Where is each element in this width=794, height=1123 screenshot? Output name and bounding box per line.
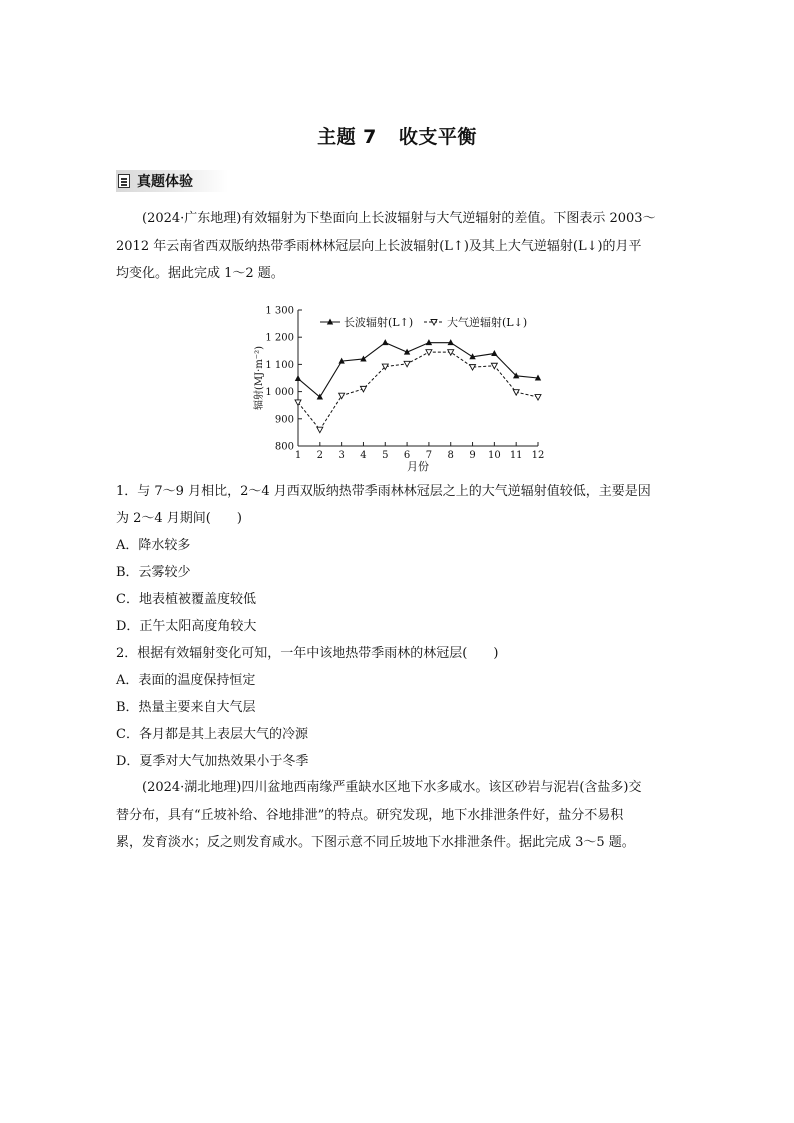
x-tick-label: 4 <box>360 450 367 461</box>
x-tick-label: 5 <box>382 450 389 461</box>
x-tick-label: 3 <box>338 450 345 461</box>
section-header <box>116 170 193 192</box>
q1-option-b: B．云雾较少 <box>116 565 191 580</box>
series-longwave-line <box>298 343 538 397</box>
x-tick-label: 10 <box>487 450 501 461</box>
intro-paragraph-1 <box>116 205 682 288</box>
q2-option-c: C．各月都是其上表层大气的冷源 <box>116 727 308 742</box>
q2-option-a: A．表面的温度保持恒定 <box>116 673 256 688</box>
x-tick-label: 8 <box>447 450 454 461</box>
intro2-line1: (2024·湖北地理)四川盆地西南缘严重缺水区地下水多咸水。该区砂岩与泥岩(含盐多)交 <box>142 780 642 795</box>
series-longwave-point <box>491 350 497 356</box>
series-counter-line <box>298 352 538 430</box>
intro2-line3: 累，发育淡水；反之则发育咸水。下图示意不同丘坡地下水排泄条件。据此完成 3～5 题。 <box>116 835 635 850</box>
legend-counter-label: 大气逆辐射(L↓) <box>447 316 528 329</box>
y-tick-label: 1 300 <box>265 305 294 317</box>
q2-option-d: D．夏季对大气加热效果小于冬季 <box>116 754 309 769</box>
x-tick-label: 1 <box>294 450 302 461</box>
y-tick-label: 1 200 <box>265 332 294 344</box>
radiation-chart-svg <box>248 300 548 472</box>
x-tick-label: 7 <box>425 450 433 461</box>
y-tick-label: 900 <box>274 414 294 426</box>
x-tick-label: 9 <box>469 450 476 461</box>
series-counter-point <box>491 363 497 369</box>
intro1-line2: 2012 年云南省西双版纳热带季雨林林冠层向上长波辐射(L↑)及其上大气逆辐射(L↓)的月平 <box>116 238 642 254</box>
document-icon <box>118 174 130 188</box>
x-tick-label: 11 <box>509 450 523 461</box>
title-topic: 主题 7 <box>317 126 377 148</box>
series-longwave-point <box>382 339 388 345</box>
section-label: 真题体验 <box>137 174 193 190</box>
series-counter-point <box>426 350 432 356</box>
series-longwave-point <box>360 355 366 361</box>
y-tick-label: 800 <box>274 441 294 453</box>
q1-option-d: D．正午太阳高度角较大 <box>116 619 257 634</box>
q1-stem-line2: 为 2～4 月期间( ) <box>116 511 242 526</box>
q2-option-b: B．热量主要来自大气层 <box>116 700 256 715</box>
x-axis-label: 月份 <box>407 460 429 472</box>
series-counter-point <box>339 393 345 399</box>
q1-stem-line1: 1．与 7～9 月相比，2～4 月西双版纳热带季雨林林冠层之上的大气逆辐射值较低，主要是因 <box>116 484 651 499</box>
radiation-chart <box>248 300 548 472</box>
intro1-line1: (2024·广东地理)有效辐射为下垫面向上长波辐射与大气逆辐射的差值。下图表示 2003～ <box>142 211 656 226</box>
legend-longwave-label: 长波辐射(L↑) <box>344 316 414 329</box>
y-tick-label: 1 100 <box>265 359 294 371</box>
series-longwave-point <box>295 375 301 381</box>
y-axis-label: 辐射(MJ·m⁻²) <box>254 346 265 410</box>
series-counter-point <box>404 361 410 367</box>
question-2 <box>116 640 682 775</box>
q1-option-a: A．降水较多 <box>116 538 191 553</box>
q1-option-c: C．地表植被覆盖度较低 <box>116 592 256 607</box>
x-tick-label: 6 <box>403 450 411 461</box>
series-counter-point <box>317 427 323 433</box>
question-1 <box>116 478 682 640</box>
x-tick-label: 12 <box>531 450 545 461</box>
y-tick-label: 1 000 <box>265 387 294 399</box>
x-tick-label: 2 <box>316 450 324 461</box>
series-counter-point <box>295 400 301 406</box>
page-title <box>0 122 794 149</box>
intro2-line2: 替分布，具有“丘坡补给、谷地排泄”的特点。研究发现，地下水排泄条件好，盐分不易积 <box>116 807 624 823</box>
q2-stem: 2．根据有效辐射变化可知，一年中该地热带季雨林的林冠层( ) <box>116 646 499 661</box>
title-theme: 收支平衡 <box>398 126 477 148</box>
intro1-line3: 均变化。据此完成 1～2 题。 <box>116 266 284 281</box>
intro-paragraph-2 <box>116 774 682 857</box>
series-counter-point <box>535 395 541 401</box>
